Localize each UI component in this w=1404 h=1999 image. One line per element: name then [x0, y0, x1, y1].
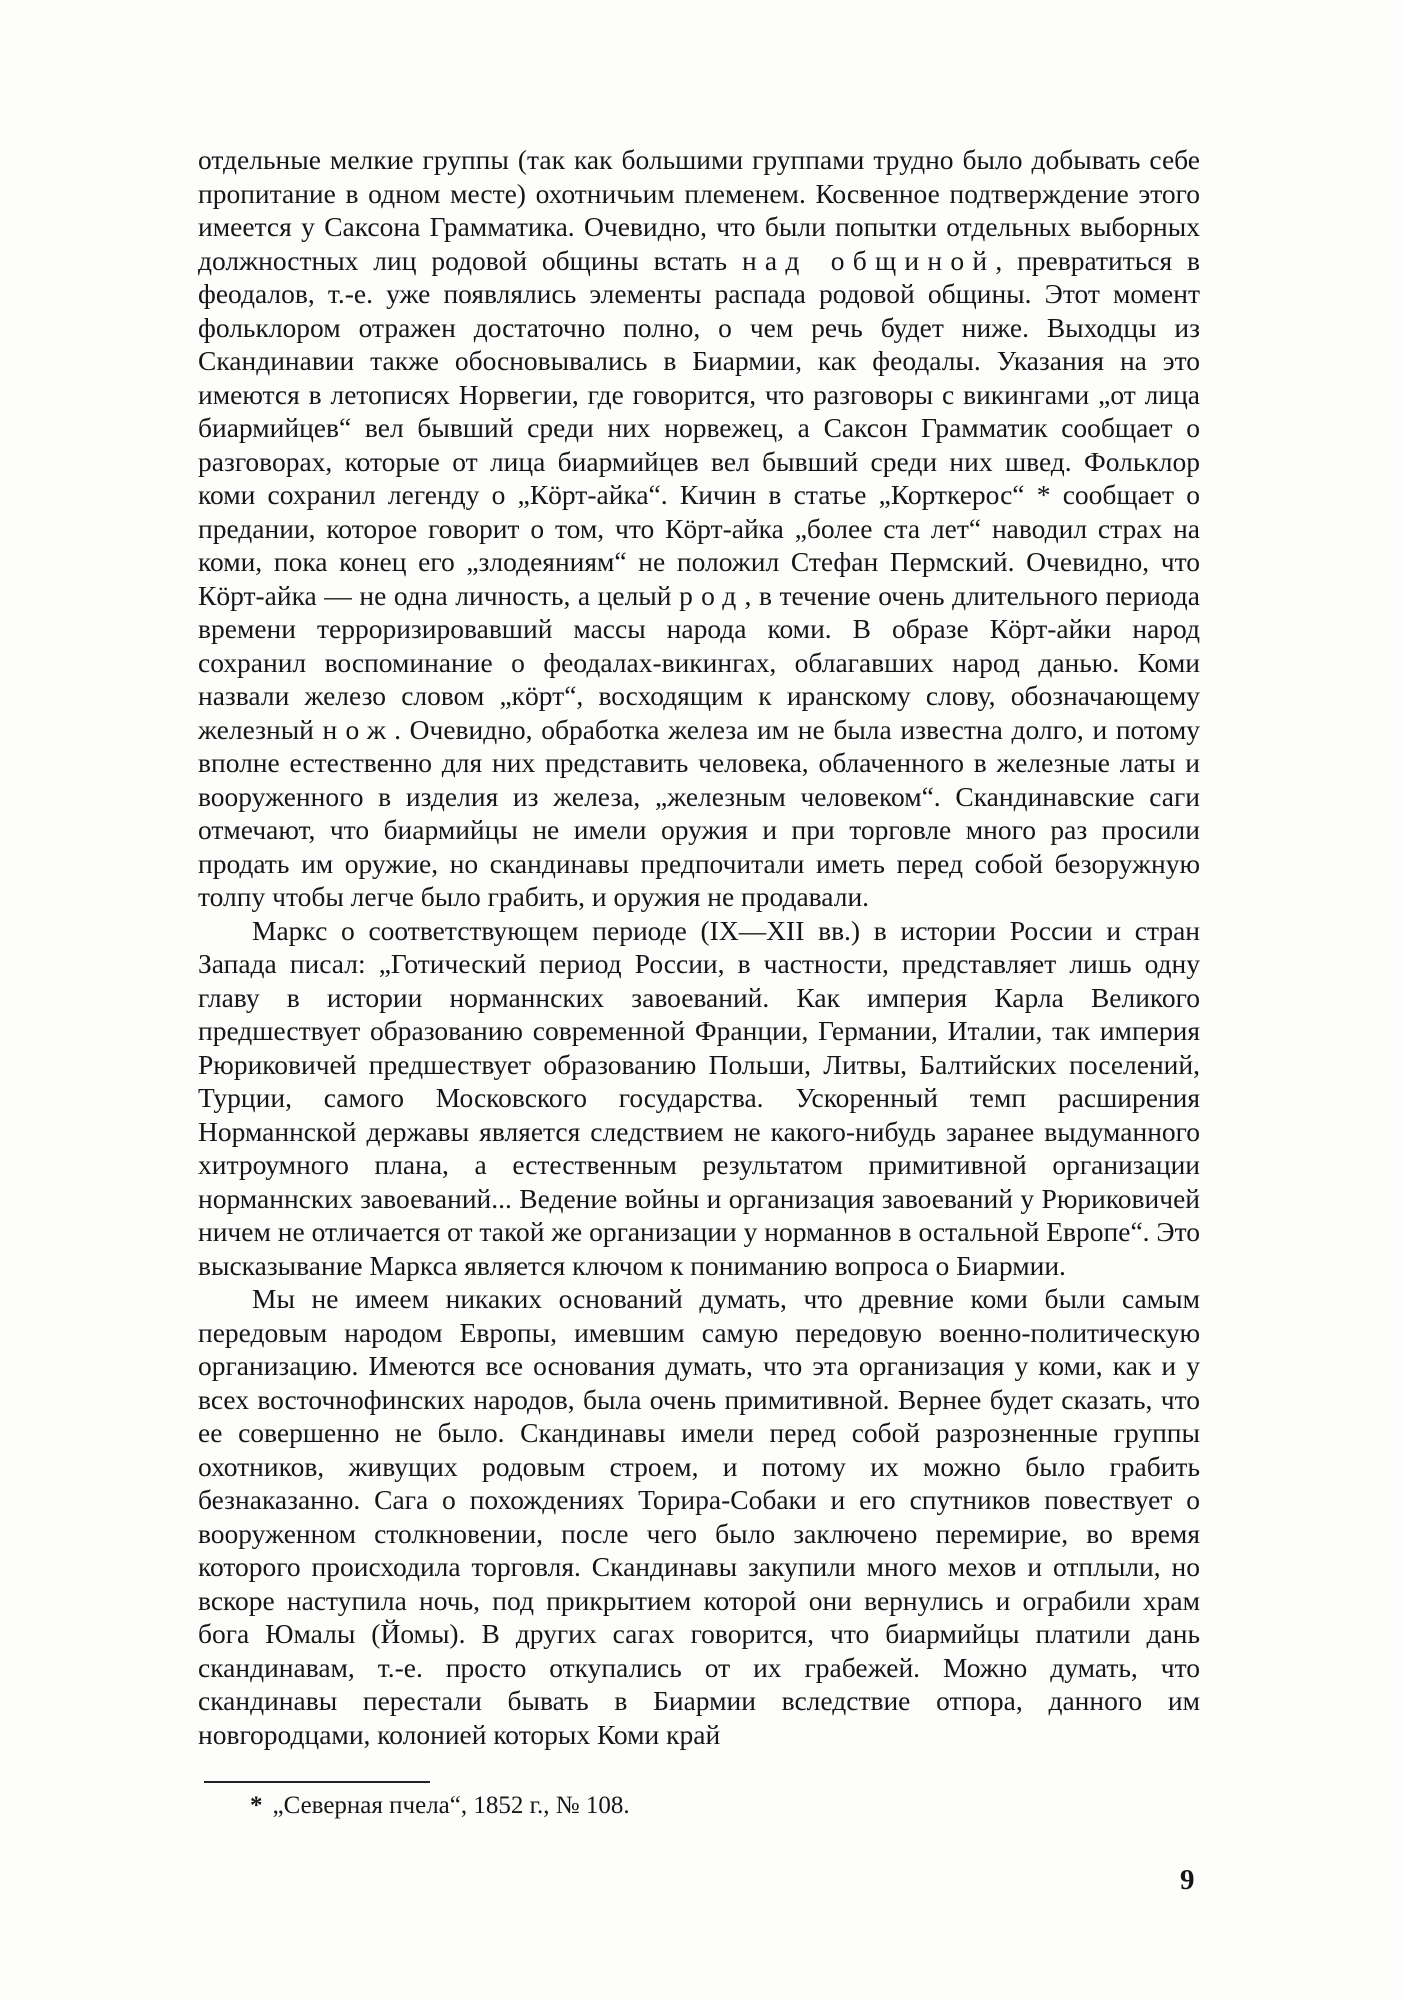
spaced-emphasis: над общиной	[741, 244, 996, 276]
body-text	[198, 143, 1200, 1751]
footnote	[250, 1791, 630, 1821]
footnote-text: „Северная пчела“, 1852 г., № 108.	[272, 1792, 630, 1819]
text-run: отдельные мелкие группы (так как большими группами трудно было добывать себе пропитание в одном месте) охотничьим племенем. Косвенное подтверждение этого имеется у Саксона Грамматика. Очевидно, что были попытки отдельных выборных должностных лиц родовой общины встать	[198, 144, 1200, 276]
paragraph	[198, 143, 1200, 914]
page-number: 9	[1180, 1864, 1195, 1896]
text-run: Маркс о соответствующем периоде (IX—XII вв.) в истории России и стран Запада писал: „Готический период России, в частности, представляет лишь одну главу в истории норманнских завоеваний. Как империя Карла Великого предшествует образованию современной Франции, Германии, Италии, так империя Рюриковичей предшествует образованию Польши, Литвы, Балтийских поселений, Турции, самого Московского государства. Ускоренный темп расширения Норманнской державы является следствием не какого-нибудь заранее выдуманного хитроумного плана, а естественным результатом примитивной организации норманнских завоеваний... Ведение войны и организация завоеваний у Рюриковичей ничем не отличается от такой же организации у норманнов в остальной Европе“. Это высказывание Маркса является ключом к пониманию вопроса о Биармии.	[198, 914, 1200, 1281]
text-run: Мы не имеем никаких оснований думать, что древние коми были самым передовым народом Европы, имевшим самую передовую военно-политическую организацию. Имеются все основания думать, что эта организация у коми, как и у всех восточнофинских народов, была очень примитивной. Вернее будет сказать, что ее совершенно не было. Скандинавы имели перед собой разрозненные группы охотников, живущих родовым строем, и потому их можно было грабить безнаказанно. Сага о похождениях Торира-Собаки и его спутников повествует о вооруженном столкновении, после чего было заключено перемирие, во время которого происходила торговля. Скандинавы закупили много мехов и отплыли, но вскоре наступила ночь, под прикрытием которой они вернулись и ограбили храм бога Юмалы (Йомы). В других сагах говорится, что биармийцы платили дань скандинавам, т.-е. просто откупались от их грабежей. Можно думать, что скандинавы перестали бывать в Биармии вследствие отпора, данного им новгородцами, колонией которых Коми край	[198, 1283, 1200, 1750]
text-run: , в течение очень длительного периода времени терроризировавший массы народа коми. В образе Кӧрт-айки народ сохранил воспоминание о феодалах-викингах, облагавших народ данью. Коми назвали железо словом „кӧрт“, восходящим к иранскому слову, обозначающему железный	[198, 579, 1200, 745]
paragraph	[198, 914, 1200, 1283]
text-run: . Очевидно, обработка железа им не была известна долго, и потому вполне естественно для них представить человека, облаченного в железные латы и вооруженного в изделия из железа, „железным человеком“. Скандинавские саги отмечают, что биармийцы не имели оружия и при торговле много раз просили продать им оружие, но скандинавы предпочитали иметь перед собой безоружную толпу чтобы легче было грабить, и оружия не продавали.	[198, 713, 1200, 912]
spaced-emphasis: род	[679, 579, 745, 611]
footnote-divider	[204, 1781, 430, 1783]
footnote-marker: *	[250, 1792, 263, 1819]
spaced-emphasis: нож	[322, 713, 395, 745]
paragraph	[198, 1282, 1200, 1751]
text-run: , превратиться в феодалов, т.-е. уже появлялись элементы распада родовой общины. Этот момент фольклором отражен достаточно полно, о чем речь будет ниже. Выходцы из Скандинавии также обосновывались в Биармии, как феодалы. Указания на это имеются в летописях Норвегии, где говорится, что разговоры с викингами „от лица биармийцев“ вел бывший среди них норвежец, а Саксон Грамматик сообщает о разговорах, которые от лица биармийцев вел бывший среди них швед. Фольклор коми сохранил легенду о „Кӧрт-айка“. Кичин в статье „Корткерос“ * сообщает о предании, которое говорит о том, что Кӧрт-айка „более ста лет“ наводил страх на коми, пока конец его „злодеяниям“ не положил Стефан Пермский. Очевидно, что Кӧрт-айка — не одна личность, а целый	[198, 244, 1200, 611]
